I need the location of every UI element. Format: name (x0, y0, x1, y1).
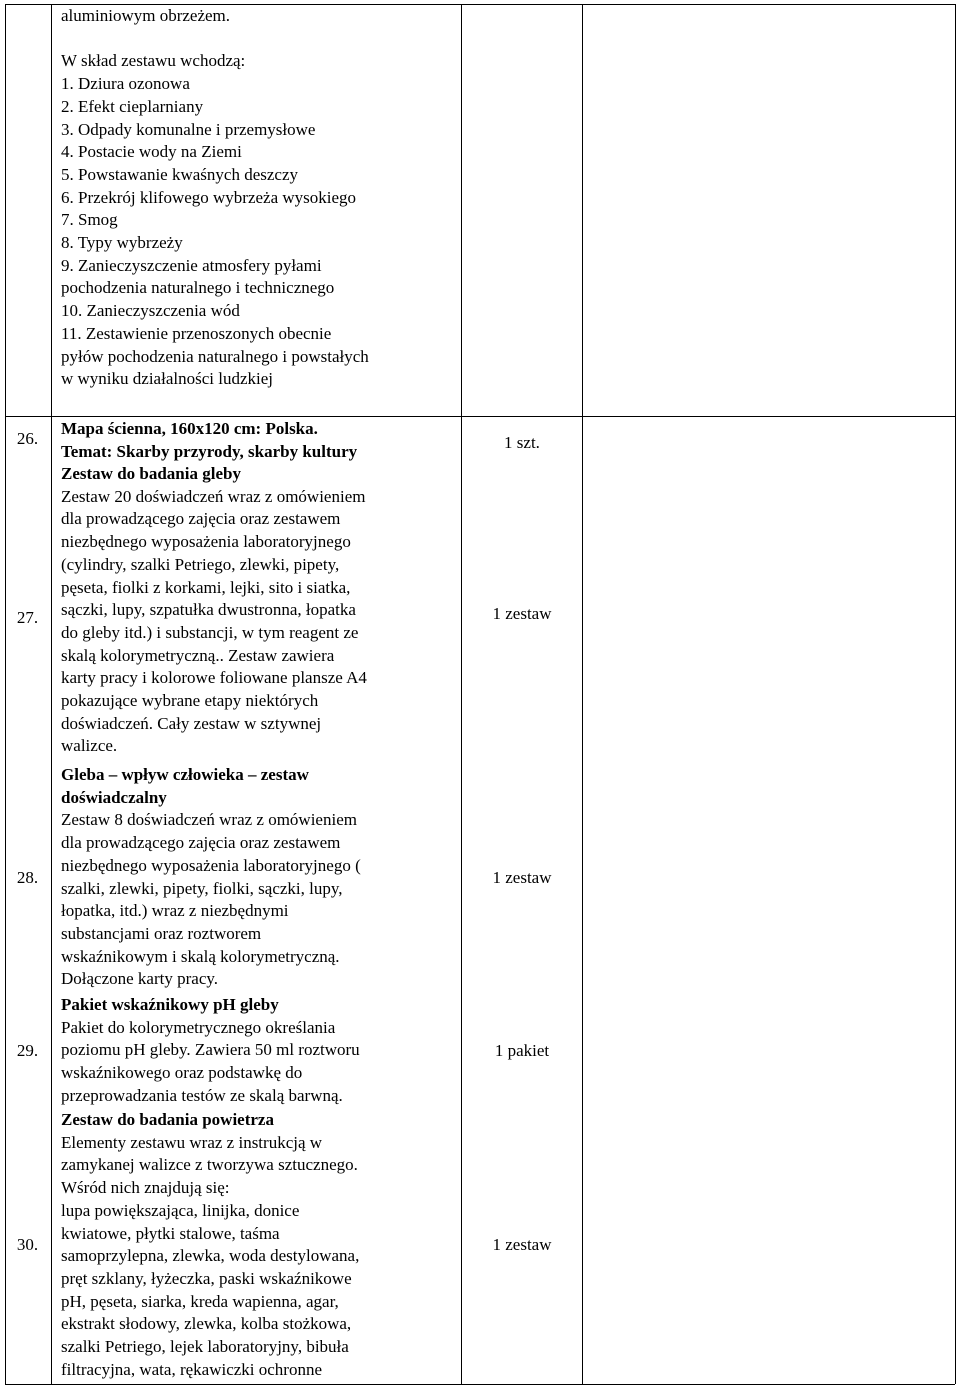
item-details: Pakiet do kolorymetrycznego określania poziomu pH gleby. Zawiera 50 ml roztworu wskaźnikowego oraz podstawkę do przeprowadzania testów ze skalą barwną. (61, 1017, 360, 1105)
table-row (5, 463, 955, 763)
item-quantity (461, 418, 583, 460)
table-bottom-border (5, 1384, 955, 1385)
item-title: Mapa ścienna, 160x120 cm: Polska. Temat: Skarby przyrody, skarby kultury (61, 419, 358, 461)
item-title: Gleba – wpływ człowieka – zestaw doświadczalny (61, 765, 309, 807)
table-row (5, 4, 955, 416)
item-number (5, 994, 50, 1109)
item-number (5, 463, 50, 763)
item-quantity (461, 4, 583, 416)
item-details: Zestaw 20 doświadczeń wraz z omówieniem dla prowadzącego zajęcia oraz zestawem niezbędnego wyposażenia laboratoryjnego (cylindry, szalki Petriego, zlewki, pipety, pęseta, fiolki z korkami, lejki, sito i siatka, sączki, lupy, szpatułka dwustronna, łopatka do gleby itd.) i substancji, w tym reagent ze skalą kolorymetryczną.. Zestaw zawiera karty pracy i kolorowe foliowane plansze A4 pokazujące wybrane etapy niektórych doświadczeń. Cały zestaw w sztywnej walizce. (61, 486, 367, 756)
item-quantity (461, 764, 583, 994)
item-details: Elementy zestawu wraz z instrukcją w zamykanej walizce z tworzywa sztucznego. Wśród nich znajdują się: lupa powiększająca, linijka, donice kwiatowe, płytki stalowe, taśma samoprzylepna, zlewka, woda destylowana, pręt szklany, łyżeczka, paski wskaźnikowe pH, pęseta, siarka, kreda wapienna, agar, ekstrakt słodowy, zlewka, kolba stożkowa, szalki Petriego, lejek laboratoryjny, bibuła filtracyjna, wata, rękawiczki ochronne (61, 1132, 360, 1379)
item-number-text: 28. (16, 868, 39, 887)
item-quantity-text: 1 zestaw (492, 868, 552, 887)
item-quantity (461, 463, 583, 763)
item-quantity-text: 1 zestaw (492, 1235, 552, 1254)
row-divider (5, 416, 955, 417)
item-number-text: 30. (16, 1235, 39, 1254)
item-quantity-text: 1 zestaw (492, 604, 552, 623)
item-description (56, 1109, 416, 1384)
item-description (56, 418, 416, 460)
item-number-text: 26. (16, 429, 39, 448)
item-number (5, 764, 50, 994)
item-number (5, 4, 50, 416)
item-details: Zestaw 8 doświadczeń wraz z omówieniem dla prowadzącego zajęcia oraz zestawem niezbędnego wyposażenia laboratoryjnego ( szalki, zlewki, pipety, fiolki, sączki, lupy, łopatka, itd.) wraz z niezbędnymi substancjami oraz roztworem wskaźnikowym i skalą kolorymetryczną. Dołączone karty pracy. (61, 810, 361, 989)
item-quantity (461, 1109, 583, 1384)
table-row (5, 1109, 955, 1384)
table-row (5, 764, 955, 994)
item-description (56, 764, 416, 994)
item-description (56, 4, 416, 416)
item-number-text: 29. (16, 1041, 39, 1060)
item-number (5, 418, 50, 460)
item-quantity-text: 1 pakiet (494, 1041, 550, 1060)
table-right-border (955, 4, 956, 1384)
item-title: Zestaw do badania powietrza (61, 1110, 274, 1129)
description-text: aluminiowym obrzeżem. W skład zestawu wchodzą: 1. Dziura ozonowa 2. Efekt cieplarniany 3. Odpady komunalne i przemysłowe 4. Postacie wody na Ziemi 5. Powstawanie kwaśnych deszczy 6. Przekrój klifowego wybrzeża wysokiego 7. Smog 8. Typy wybrzeży 9. Zanieczyszczenie atmosfery pyłami pochodzenia naturalnego i technicznego 10. Zanieczyszczenia wód 11. Zestawienie przenoszonych obecnie pyłów pochodzenia naturalnego i powstałych w wyniku działalności ludzkiej (61, 6, 369, 389)
item-number-text: 27. (16, 608, 39, 627)
item-description (56, 994, 416, 1109)
item-title: Pakiet wskaźnikowy pH gleby (61, 995, 279, 1014)
item-description (56, 463, 416, 763)
item-title: Zestaw do badania gleby (61, 464, 241, 483)
item-quantity-text: 1 szt. (504, 433, 540, 452)
item-quantity (461, 994, 583, 1109)
table-row (5, 418, 955, 460)
item-number (5, 1109, 50, 1384)
table-row (5, 994, 955, 1109)
